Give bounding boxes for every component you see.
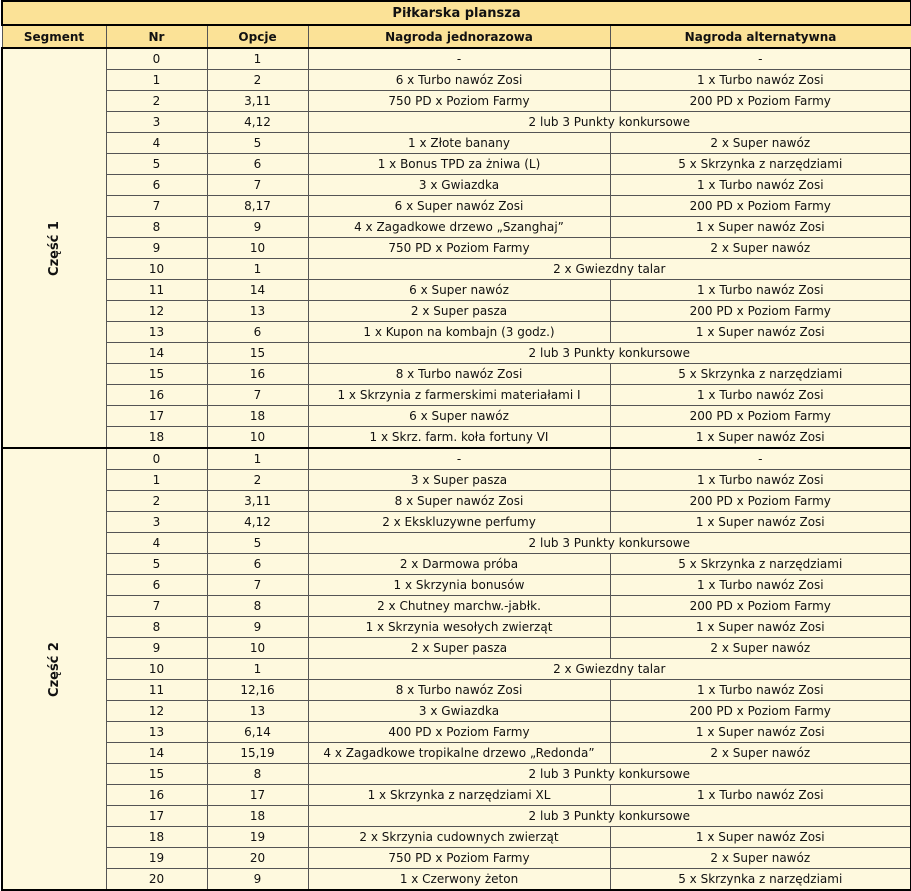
table-row xyxy=(2,659,911,680)
options-cell: 20 xyxy=(207,848,308,869)
options-cell: 6,14 xyxy=(207,722,308,743)
merged-reward-cell: 2 x Gwiezdny talar xyxy=(308,259,911,280)
alternative-reward-cell: 200 PD x Poziom Farmy xyxy=(610,301,911,322)
options-cell: 5 xyxy=(207,533,308,554)
options-cell: 17 xyxy=(207,785,308,806)
nr-cell: 13 xyxy=(106,722,207,743)
header-nr: Nr xyxy=(106,25,207,48)
segment-label-cell xyxy=(2,48,106,448)
segment-label: Część 1 xyxy=(46,220,62,276)
alternative-reward-cell: 2 x Super nawóz xyxy=(610,743,911,764)
table-row xyxy=(2,427,911,449)
nr-cell: 5 xyxy=(106,154,207,175)
options-cell: 2 xyxy=(207,70,308,91)
table-row xyxy=(2,48,911,70)
one-time-reward-cell: 3 x Super pasza xyxy=(308,470,610,491)
one-time-reward-cell: 2 x Chutney marchw.-jabłk. xyxy=(308,596,610,617)
one-time-reward-cell: 3 x Gwiazdka xyxy=(308,701,610,722)
alternative-reward-cell: 5 x Skrzynka z narzędziami xyxy=(610,869,911,891)
table-row xyxy=(2,533,911,554)
nr-cell: 1 xyxy=(106,470,207,491)
alternative-reward-cell: 5 x Skrzynka z narzędziami xyxy=(610,364,911,385)
options-cell: 5 xyxy=(207,133,308,154)
alternative-reward-cell: 200 PD x Poziom Farmy xyxy=(610,196,911,217)
table-row xyxy=(2,259,911,280)
table-row xyxy=(2,638,911,659)
one-time-reward-cell: 2 x Super pasza xyxy=(308,301,610,322)
table-row xyxy=(2,491,911,512)
one-time-reward-cell: 6 x Turbo nawóz Zosi xyxy=(308,70,610,91)
options-cell: 1 xyxy=(207,659,308,680)
header-row xyxy=(2,25,911,48)
alternative-reward-cell: 200 PD x Poziom Farmy xyxy=(610,406,911,427)
one-time-reward-cell: 2 x Darmowa próba xyxy=(308,554,610,575)
one-time-reward-cell: 4 x Zagadkowe tropikalne drzewo „Redonda” xyxy=(308,743,610,764)
options-cell: 10 xyxy=(207,427,308,449)
table-row xyxy=(2,280,911,301)
options-cell: 2 xyxy=(207,470,308,491)
nr-cell: 4 xyxy=(106,533,207,554)
table-row xyxy=(2,512,911,533)
table-row xyxy=(2,406,911,427)
alternative-reward-cell: 1 x Super nawóz Zosi xyxy=(610,512,911,533)
nr-cell: 0 xyxy=(106,448,207,470)
options-cell: 15 xyxy=(207,343,308,364)
one-time-reward-cell: 6 x Super nawóz Zosi xyxy=(308,196,610,217)
table-row xyxy=(2,112,911,133)
one-time-reward-cell: 8 x Turbo nawóz Zosi xyxy=(308,364,610,385)
one-time-reward-cell: 750 PD x Poziom Farmy xyxy=(308,91,610,112)
merged-reward-cell: 2 lub 3 Punkty konkursowe xyxy=(308,806,911,827)
options-cell: 1 xyxy=(207,48,308,70)
table-row xyxy=(2,743,911,764)
one-time-reward-cell: 6 x Super nawóz xyxy=(308,280,610,301)
nr-cell: 3 xyxy=(106,112,207,133)
options-cell: 12,16 xyxy=(207,680,308,701)
nr-cell: 12 xyxy=(106,701,207,722)
header-one-time-reward: Nagroda jednorazowa xyxy=(308,25,610,48)
alternative-reward-cell: 1 x Turbo nawóz Zosi xyxy=(610,175,911,196)
nr-cell: 17 xyxy=(106,806,207,827)
one-time-reward-cell: 8 x Turbo nawóz Zosi xyxy=(308,680,610,701)
one-time-reward-cell: 1 x Kupon na kombajn (3 godz.) xyxy=(308,322,610,343)
table-row xyxy=(2,701,911,722)
options-cell: 1 xyxy=(207,448,308,470)
options-cell: 8 xyxy=(207,596,308,617)
table-row xyxy=(2,680,911,701)
options-cell: 18 xyxy=(207,806,308,827)
alternative-reward-cell: 1 x Super nawóz Zosi xyxy=(610,427,911,449)
alternative-reward-cell: 1 x Super nawóz Zosi xyxy=(610,617,911,638)
table-row xyxy=(2,575,911,596)
header-segment: Segment xyxy=(2,25,106,48)
nr-cell: 11 xyxy=(106,280,207,301)
alternative-reward-cell: 2 x Super nawóz xyxy=(610,848,911,869)
one-time-reward-cell: 1 x Bonus TPD za żniwa (L) xyxy=(308,154,610,175)
one-time-reward-cell: 1 x Skrz. farm. koła fortuny VI xyxy=(308,427,610,449)
options-cell: 1 xyxy=(207,259,308,280)
one-time-reward-cell: 1 x Czerwony żeton xyxy=(308,869,610,891)
title-row xyxy=(2,1,911,25)
options-cell: 18 xyxy=(207,406,308,427)
one-time-reward-cell: 2 x Skrzynia cudownych zwierząt xyxy=(308,827,610,848)
nr-cell: 13 xyxy=(106,322,207,343)
nr-cell: 7 xyxy=(106,596,207,617)
nr-cell: 10 xyxy=(106,259,207,280)
options-cell: 7 xyxy=(207,575,308,596)
nr-cell: 14 xyxy=(106,343,207,364)
options-cell: 6 xyxy=(207,554,308,575)
one-time-reward-cell: - xyxy=(308,48,610,70)
one-time-reward-cell: 400 PD x Poziom Farmy xyxy=(308,722,610,743)
options-cell: 7 xyxy=(207,175,308,196)
options-cell: 9 xyxy=(207,617,308,638)
segment-label-cell xyxy=(2,448,106,890)
one-time-reward-cell: 1 x Złote banany xyxy=(308,133,610,154)
options-cell: 3,11 xyxy=(207,91,308,112)
options-cell: 10 xyxy=(207,638,308,659)
alternative-reward-cell: 1 x Super nawóz Zosi xyxy=(610,827,911,848)
alternative-reward-cell: 1 x Turbo nawóz Zosi xyxy=(610,680,911,701)
table-row xyxy=(2,70,911,91)
table-row xyxy=(2,448,911,470)
table-row xyxy=(2,806,911,827)
nr-cell: 0 xyxy=(106,48,207,70)
options-cell: 6 xyxy=(207,154,308,175)
options-cell: 16 xyxy=(207,364,308,385)
alternative-reward-cell: 2 x Super nawóz xyxy=(610,238,911,259)
options-cell: 8,17 xyxy=(207,196,308,217)
table-title: Piłkarska plansza xyxy=(2,1,911,25)
one-time-reward-cell: 2 x Ekskluzywne perfumy xyxy=(308,512,610,533)
nr-cell: 20 xyxy=(106,869,207,891)
header-alternative-reward: Nagroda alternatywna xyxy=(610,25,911,48)
table-row xyxy=(2,196,911,217)
table-row xyxy=(2,91,911,112)
table-row xyxy=(2,722,911,743)
table-row xyxy=(2,470,911,491)
nr-cell: 15 xyxy=(106,764,207,785)
options-cell: 10 xyxy=(207,238,308,259)
alternative-reward-cell: 5 x Skrzynka z narzędziami xyxy=(610,154,911,175)
table-row xyxy=(2,869,911,891)
alternative-reward-cell: 2 x Super nawóz xyxy=(610,133,911,154)
options-cell: 9 xyxy=(207,869,308,891)
alternative-reward-cell: 200 PD x Poziom Farmy xyxy=(610,91,911,112)
nr-cell: 1 xyxy=(106,70,207,91)
nr-cell: 2 xyxy=(106,91,207,112)
nr-cell: 18 xyxy=(106,827,207,848)
nr-cell: 16 xyxy=(106,785,207,806)
nr-cell: 12 xyxy=(106,301,207,322)
table-row xyxy=(2,848,911,869)
one-time-reward-cell: 750 PD x Poziom Farmy xyxy=(308,848,610,869)
one-time-reward-cell: - xyxy=(308,448,610,470)
nr-cell: 15 xyxy=(106,364,207,385)
nr-cell: 4 xyxy=(106,133,207,154)
one-time-reward-cell: 2 x Super pasza xyxy=(308,638,610,659)
table-row xyxy=(2,322,911,343)
nr-cell: 9 xyxy=(106,238,207,259)
alternative-reward-cell: 1 x Turbo nawóz Zosi xyxy=(610,70,911,91)
options-cell: 13 xyxy=(207,301,308,322)
table-row xyxy=(2,385,911,406)
table-row xyxy=(2,364,911,385)
nr-cell: 16 xyxy=(106,385,207,406)
table-row xyxy=(2,175,911,196)
table-row xyxy=(2,133,911,154)
alternative-reward-cell: 200 PD x Poziom Farmy xyxy=(610,701,911,722)
nr-cell: 18 xyxy=(106,427,207,449)
table-row xyxy=(2,617,911,638)
alternative-reward-cell: - xyxy=(610,448,911,470)
segment-label: Część 2 xyxy=(46,641,62,697)
one-time-reward-cell: 1 x Skrzynia bonusów xyxy=(308,575,610,596)
table-row xyxy=(2,301,911,322)
alternative-reward-cell: 2 x Super nawóz xyxy=(610,638,911,659)
nr-cell: 7 xyxy=(106,196,207,217)
one-time-reward-cell: 750 PD x Poziom Farmy xyxy=(308,238,610,259)
nr-cell: 9 xyxy=(106,638,207,659)
alternative-reward-cell: 200 PD x Poziom Farmy xyxy=(610,491,911,512)
table-row xyxy=(2,596,911,617)
options-cell: 4,12 xyxy=(207,112,308,133)
options-cell: 15,19 xyxy=(207,743,308,764)
merged-reward-cell: 2 lub 3 Punkty konkursowe xyxy=(308,343,911,364)
options-cell: 4,12 xyxy=(207,512,308,533)
nr-cell: 2 xyxy=(106,491,207,512)
alternative-reward-cell: 1 x Turbo nawóz Zosi xyxy=(610,785,911,806)
nr-cell: 6 xyxy=(106,175,207,196)
options-cell: 9 xyxy=(207,217,308,238)
one-time-reward-cell: 1 x Skrzynia wesołych zwierząt xyxy=(308,617,610,638)
alternative-reward-cell: 1 x Turbo nawóz Zosi xyxy=(610,575,911,596)
options-cell: 3,11 xyxy=(207,491,308,512)
alternative-reward-cell: 1 x Turbo nawóz Zosi xyxy=(610,280,911,301)
nr-cell: 11 xyxy=(106,680,207,701)
board-table xyxy=(1,0,911,891)
options-cell: 14 xyxy=(207,280,308,301)
alternative-reward-cell: 200 PD x Poziom Farmy xyxy=(610,596,911,617)
table-body xyxy=(2,48,911,890)
options-cell: 13 xyxy=(207,701,308,722)
one-time-reward-cell: 8 x Super nawóz Zosi xyxy=(308,491,610,512)
nr-cell: 17 xyxy=(106,406,207,427)
nr-cell: 8 xyxy=(106,217,207,238)
one-time-reward-cell: 1 x Skrzynia z farmerskimi materiałami I xyxy=(308,385,610,406)
table-row xyxy=(2,764,911,785)
merged-reward-cell: 2 lub 3 Punkty konkursowe xyxy=(308,533,911,554)
options-cell: 8 xyxy=(207,764,308,785)
one-time-reward-cell: 4 x Zagadkowe drzewo „Szanghaj” xyxy=(308,217,610,238)
table-row xyxy=(2,554,911,575)
options-cell: 19 xyxy=(207,827,308,848)
table-row xyxy=(2,827,911,848)
alternative-reward-cell: 1 x Super nawóz Zosi xyxy=(610,722,911,743)
nr-cell: 3 xyxy=(106,512,207,533)
table-row xyxy=(2,217,911,238)
one-time-reward-cell: 1 x Skrzynka z narzędziami XL xyxy=(308,785,610,806)
table-row xyxy=(2,785,911,806)
one-time-reward-cell: 3 x Gwiazdka xyxy=(308,175,610,196)
alternative-reward-cell: 1 x Super nawóz Zosi xyxy=(610,217,911,238)
nr-cell: 14 xyxy=(106,743,207,764)
alternative-reward-cell: 1 x Super nawóz Zosi xyxy=(610,322,911,343)
merged-reward-cell: 2 x Gwiezdny talar xyxy=(308,659,911,680)
nr-cell: 10 xyxy=(106,659,207,680)
alternative-reward-cell: 1 x Turbo nawóz Zosi xyxy=(610,385,911,406)
merged-reward-cell: 2 lub 3 Punkty konkursowe xyxy=(308,764,911,785)
alternative-reward-cell: - xyxy=(610,48,911,70)
nr-cell: 5 xyxy=(106,554,207,575)
alternative-reward-cell: 5 x Skrzynka z narzędziami xyxy=(610,554,911,575)
table-row xyxy=(2,154,911,175)
table-row xyxy=(2,238,911,259)
options-cell: 6 xyxy=(207,322,308,343)
nr-cell: 8 xyxy=(106,617,207,638)
one-time-reward-cell: 6 x Super nawóz xyxy=(308,406,610,427)
nr-cell: 19 xyxy=(106,848,207,869)
alternative-reward-cell: 1 x Turbo nawóz Zosi xyxy=(610,470,911,491)
table-row xyxy=(2,343,911,364)
merged-reward-cell: 2 lub 3 Punkty konkursowe xyxy=(308,112,911,133)
options-cell: 7 xyxy=(207,385,308,406)
header-options: Opcje xyxy=(207,25,308,48)
nr-cell: 6 xyxy=(106,575,207,596)
